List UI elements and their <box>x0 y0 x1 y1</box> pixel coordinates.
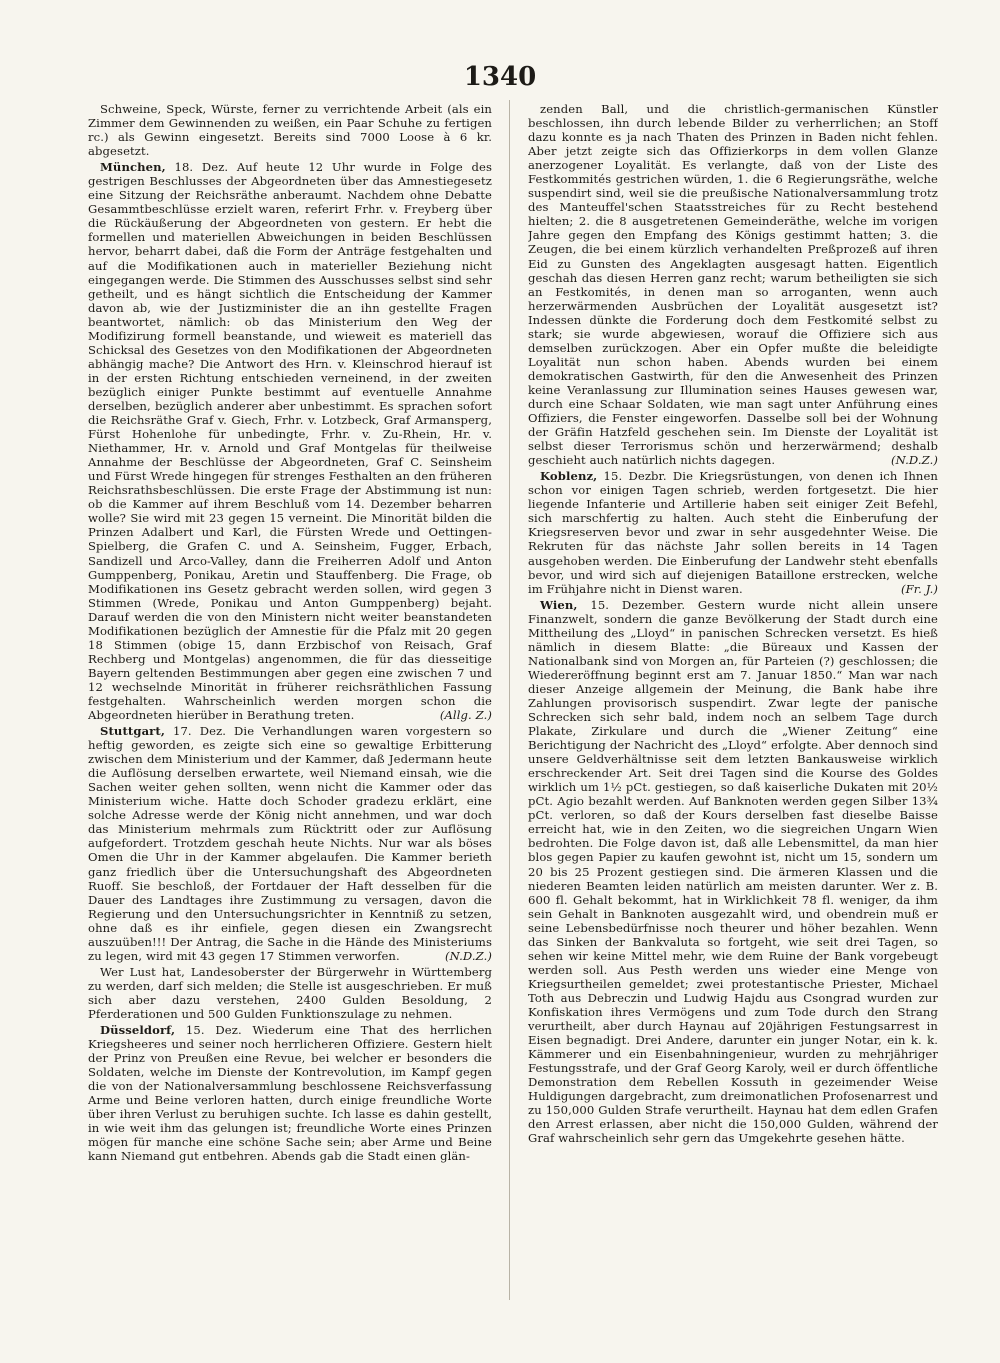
article-text: 18. Dez. Auf heute 12 Uhr wurde in Folge des gestrigen Beschlusses der Abgeordneten über das Amnestiegesetz eine Sitzung der Reichsräthe anberaumt. Nachdem ohne Debatte Gesammtbeschlüsse erzielt waren, referirt Frhr. v. Freyberg über die Rückäußerung der Abgeordneten von gestern. Er hebt die formellen und materiellen Abweichungen in beiden Beschlüssen hervor, beharrt dabei, daß die Form der Anträge festgehalten und auf die Modifikationen auch in materieller Beziehung nicht eingegangen werde. Die Stimmen des Ausschusses selbst sind sehr getheilt, und es hängt sichtlich die Entscheidung der Kammer davon ab, wie der Justizminister die an ihn gestellte Fragen beantwortet, nämlich: ob das Ministerium den Weg der Modifizirung formell beanstande, und wieweit es materiell das Schicksal des Gesetzes von den Modifikationen der Abgeordneten abhängig mache? Die Antwort des Hrn. v. Kleinschrod hierauf ist in der ersten Richtung entschieden verneinend, in der zweiten bezüglich einiger Punkte bestimmt auf eventuelle Annahme derselben, bezüglich anderer aber unbestimmt. Es sprachen sofort die Reichsräthe Graf v. Giech, Frhr. v. Lotzbeck, Graf Armansperg, Fürst Hohenlohe für unbedingte, Frhr. v. Zu-Rhein, Hr. v. Niethammer, Hr. v. Arnold und Graf Montgelas für theilweise Annahme der Beschlüsse der Abgeordneten, Graf C. Seinsheim und Fürst Wrede hingegen für strenges Festhalten an den früheren Reichsrathsbeschlüssen. Die erste Frage der Abstimmung ist nun: ob die Kammer auf ihrem Beschluß vom 14. Dezember beharren wolle? Sie wird mit 23 gegen 15 verneint. Die Minorität bilden die Prinzen Adalbert und Karl, die Fürsten Wrede und Oettingen-Spielberg, die Grafen C. und A. Seinsheim, Fugger, Erbach, Sandizell und Arco-Valley, dann die Freiherren Adolf und Anton Gumppenberg, Ponikau, Aretin und Stauffenberg. Die Frage, ob Modifikationen ins Gesetz gebracht werden sollen, wird gegen 3 Stimmen (Wrede, Ponikau und Anton Gumppenberg) bejaht. Darauf werden die von den Ministern nicht weiter beanstandeten Modifikationen bezüglich der Amnestie für die Pfalz mit 20 gegen 18 Stimmen (obige 15, dann Erzbischof von Reisach, Graf Rechberg und Montgelas) angenommen, die für das diesseitige Bayern geltenden Bestimmungen aber gegen eine zwischen 7 und 12 wechselnde Minorität in früherer reichsräthlichen Fassung festgehalten. Wahrscheinlich werden morgen schon die Abgeordneten hierüber in Berathung treten. <box>88 160 492 723</box>
article-dateline: München, <box>100 160 166 175</box>
article-dateline: Koblenz, <box>540 469 598 484</box>
article-text: 15. Dez. Wiederum eine That des herrlichen Kriegsheeres und seiner noch herrlicheren Offiziere. Gestern hielt der Prinz von Preußen eine Revue, bei welcher er besonders die Soldaten, welche im Dienste der Kontrevolution, im Kampf gegen die von der Nationalversammlung beschlossene Reichsverfassung Arme und Beine verloren hatten, durch einige freundliche Worte über ihren Verlust zu beruhigen suchte. Ich lasse es dahin gestellt, in wie weit ihm das gelungen ist; freundliche Worte eines Prinzen mögen für manche eine schöne Sache sein; aber Arme und Beine kann Niemand gut entbehren. Abends gab die Stadt einen glän- <box>88 1023 492 1164</box>
article-text: 15. Dezbr. Die Kriegsrüstungen, von denen ich Ihnen schon vor einigen Tagen schrieb, werden fortgesetzt. Die hier liegende Infanterie und Artillerie haben seit einiger Zeit Befehl, sich marschfertig zu halten. Auch steht die Einberufung der Kriegsreserven bevor und zwar in sehr ausgedehnter Weise. Die Rekruten für das nächste Jahr sollen bereits in 14 Tagen ausgehoben werden. Die Einberufung der Landwehr steht ebenfalls bevor, und wird sich auf diejenigen Bataillone erstrecken, welche im Frühjahre nicht in Dienst waren. <box>528 469 938 596</box>
left-column <box>88 102 492 1312</box>
article-paragraph <box>528 469 938 595</box>
article-dateline: Düsseldorf, <box>100 1023 176 1038</box>
article-source: (Fr. J.) <box>901 581 938 596</box>
article-text: Wer Lust hat, Landesoberster der Bürgerwehr in Württemberg zu werden, darf sich melden; die Stelle ist ausgeschrieben. Er muß sich aber dazu verstehen, 2400 Gulden Besoldung, 2 Pferderationen und 500 Gulden Funktionszulage zu nehmen. <box>88 964 492 1021</box>
article-paragraph <box>88 965 492 1021</box>
article-source: (N.D.Z.) <box>444 948 492 963</box>
article-paragraph <box>528 598 938 1146</box>
article-paragraph <box>528 102 938 467</box>
article-text: 15. Dezember. Gestern wurde nicht allein unsere Finanzwelt, sondern die ganze Bevölkerung der Stadt durch eine Mittheilung des „Lloyd“ in panischen Schrecken versetzt. Es hieß nämlich in diesem Blatte: „die Büreaux und Kassen der Nationalbank sind von Morgen an, für Parteien (?) geschlossen; die Wiedereröffnung beginnt erst am 7. Januar 1850.“ Man war nach dieser Anzeige allgemein der Meinung, die Bank habe ihre Zahlungen provisorisch suspendirt. Zwar legte der panische Schrecken sich sehr bald, indem noch an selbem Tage durch Plakate, Zirkulare und durch die „Wiener Zeitung“ eine Berichtigung der Nachricht des „Lloyd“ erfolgte. Aber dennoch sind unsere Geldverhältnisse seit dem letzten Bankausweise wirklich erschreckender Art. Seit drei Tagen sind die Kourse des Goldes wirklich um 1½ pCt. gestiegen, so daß kaiserliche Dukaten mit 20½ pCt. Agio bezahlt werden. Auf Banknoten werden gegen Silber 13¾ pCt. verloren, so daß der Kours derselben fast dieselbe Baisse erreicht hat, wie in den Zeiten, wo die siegreichen Ungarn Wien bedrohten. Die Folge davon ist, daß alle Lebensmittel, da man hier blos gegen Papier zu kaufen gewohnt ist, nicht um 15, sondern um 20 bis 25 Prozent gestiegen sind. Die ärmeren Klassen und die niederen Beamten leiden natürlich am meisten darunter. Wer z. B. 600 fl. Gehalt bekommt, hat in Wirklichkeit 78 fl. weniger, da ihm sein Gehalt in Banknoten ausgezahlt wird, und obendrein muß er seine Lebensbedürfnisse noch theurer und höher bezahlen. Wenn das Sinken der Bankvaluta so fortgeht, wie seit drei Tagen, so sehen wir keine Mittel mehr, wie dem Ruine der Bank vorgebeugt werden soll. Aus Pesth werden uns wieder eine Menge von Kriegsurtheilen gemeldet; zwei protestantische Priester, Michael Toth aus Debreczin und Ludwig Hajdu aus Csongrad wurden zur Konfiskation ihres Vermögens und zum Tode durch den Strang verurtheilt, aber durch Haynau auf 20jährigen Festungsarrest in Eisen begnadigt. Drei Andere, darunter ein junger Notar, ein k. k. Kämmerer und ein Eisenbahningenieur, wurden zu mehrjähriger Festungsstrafe, und der Graf Georg Karoly, weil er durch öffentliche Demonstration dem Rebellen Kossuth in gezeimender Weise Huldigungen dargebracht, zum dreimonatlichen Profosenarrest und zu 150,000 Gulden Strafe verurtheilt. Haynau hat dem edlen Grafen den Arrest erlassen, aber nicht die 150,000 Gulden, während der Graf wahrscheinlich sehr gern das Umgekehrte gesehen hätte. <box>528 597 938 1146</box>
page-number: 1340 <box>463 62 537 92</box>
article-paragraph <box>88 724 492 963</box>
article-text: zenden Ball, und die christlich-germanischen Künstler beschlossen, ihn durch lebende Bilder zu verherrlichen; an Stoff dazu konnte es ja nach Thaten des Prinzen in Baden nicht fehlen. Aber jetzt zeigte sich das Offizierkorps in dem vollen Glanze anerzogener Loyalität. Es verlangte, daß von der Liste des Festkommités gestrichen würden, 1. die 6 Regierungsräthe, welche suspendirt sind, weil sie die preußische Nationalversammlung trotz des Manteuffel'schen Staatsstreiches für zu Recht bestehend hielten; 2. die 8 ausgetretenen Gemeinderäthe, welche im vorigen Jahre gegen den Empfang des Königs gestimmt hatten; 3. die Zeugen, die bei einem kürzlich verhandelten Preßprozeß auf ihren Eid zu Gunsten des Angeklagten ausgesagt hatten. Eigentlich geschah das diesen Herren ganz recht; warum betheiligten sie sich an Festkomités, in denen man so arroganten, wenn auch herzerwärmenden Ausbrüchen der Loyalität ausgesetzt ist? Indessen dünkte die Forderung doch dem Festkomité selbst zu stark; sie wurde abgewiesen, worauf die Offiziere sich aus demselben zurückzogen. Aber ein Opfer mußte die beleidigte Loyalität nun schon haben. Abends wurden bei einem demokratischen Gastwirth, für den die Anwesenheit des Prinzen keine Veranlassung zur Illumination seines Hauses gewesen war, durch eine Schaar Soldaten, wie man sagt unter Anführung eines Offiziers, die Fenster eingeworfen. Dasselbe soll bei der Wohnung der Gräfin Hatzfeld geschehen sein. Im Dienste der Loyalität ist selbst dieser Terrorismus schön und herzerwärmend; deshalb geschieht auch natürlich nichts dagegen. <box>528 102 938 468</box>
article-source: (N.D.Z.) <box>890 453 938 468</box>
article-text: Schweine, Speck, Würste, ferner zu verrichtende Arbeit (als ein Zimmer dem Gewinnenden zu weißen, ein Paar Schuhe zu fertigen rc.) als Gewinn eingesetzt. Bereits sind 7000 Loose à 6 kr. abgesetzt. <box>88 102 492 159</box>
right-column <box>528 102 938 1297</box>
article-source: (Allg. Z.) <box>439 708 492 723</box>
article-paragraph <box>88 160 492 722</box>
article-dateline: Wien, <box>540 597 578 612</box>
article-text: 17. Dez. Die Verhandlungen waren vorgestern so heftig geworden, es zeigte sich eine so gewaltige Erbitterung zwischen dem Ministerium und der Kammer, daß Jedermann heute die Auflösung derselben erwartete, weil Niemand einsah, wie die Sachen weiter gehen sollten, wenn nicht die Kammer oder das Ministerium wiche. Hatte doch Schoder gradezu erklärt, eine solche Adresse werde der König nicht annehmen, und war doch das Ministerium mehrmals zum Rücktritt oder zur Auflösung aufgefordert. Trotzdem geschah heute Nichts. Nur war als böses Omen die Uhr in der Kammer abgelaufen. Die Kammer berieth ganz friedlich über die Untersuchungshaft des Abgeordneten Ruoff. Sie beschloß, der Fortdauer der Haft desselben für die Dauer des Landtages ihre Zustimmung zu versagen, davon die Regierung und den Untersuchungsrichter in Kenntniß zu setzen, ohne daß es ihr einfiele, gegen diesen ein Zwangsrecht auszuüben!!! Der Antrag, die Sache in die Hände des Ministeriums zu legen, wird mit 43 gegen 17 Stimmen verworfen. <box>88 724 492 963</box>
article-paragraph <box>88 102 492 158</box>
article-paragraph <box>88 1023 492 1163</box>
column-divider <box>509 100 510 1300</box>
article-dateline: Stuttgart, <box>100 724 165 739</box>
